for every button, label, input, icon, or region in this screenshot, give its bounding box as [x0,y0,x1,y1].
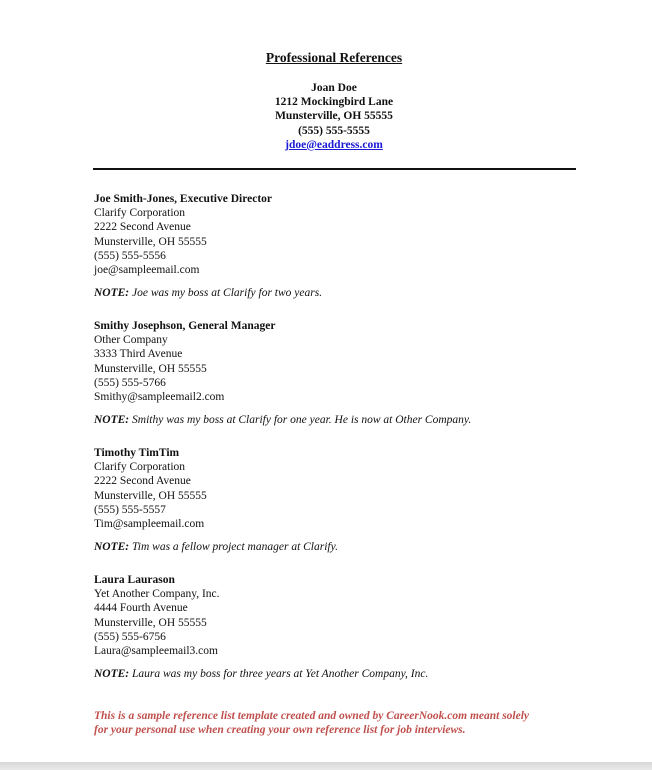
reference-email: Smithy@sampleemail2.com [94,391,225,404]
reference-company: Clarify Corporation [94,207,186,220]
note-label: NOTE: [94,287,130,300]
contact-block [0,81,652,152]
note-text: Joe was my boss at Clarify for two years. [129,287,323,300]
reference-note [94,286,594,300]
note-label: NOTE: [94,414,130,427]
header-divider [93,168,576,170]
reference-note [94,667,594,681]
contact-phone: (555) 555-5555 [298,124,370,137]
reference-street: 2222 Second Avenue [94,475,191,488]
reference-street: 2222 Second Avenue [94,221,191,234]
page-bottom-edge [0,762,652,770]
reference-street: 4444 Fourth Avenue [94,602,188,615]
contact-street: 1212 Mockingbird Lane [274,96,394,109]
reference-phone: (555) 555-5557 [94,503,166,516]
reference-city: Munsterville, OH 55555 [94,616,207,629]
reference-city: Munsterville, OH 55555 [94,489,207,502]
reference-note [94,413,594,427]
reference-name: Smithy Josephson, General Manager [94,320,276,332]
reference-entry-2 [94,319,594,427]
reference-note [94,540,594,554]
reference-phone: (555) 555-5766 [94,376,166,389]
reference-name: Joe Smith-Jones, Executive Director [94,193,272,205]
reference-email: Tim@sampleemail.com [94,518,205,531]
reference-company: Clarify Corporation [94,461,186,474]
disclaimer-line-2: for your personal use when creating your own reference list for job interviews. [94,724,466,737]
disclaimer-line-1: This is a sample reference list template created and owned by CareerNook.com meant solely [94,710,530,722]
reference-phone: (555) 555-6756 [94,630,166,643]
contact-name: Joan Doe [311,82,357,94]
reference-entry-1 [94,192,594,300]
reference-name: Timothy TimTim [94,447,180,459]
reference-company: Other Company [94,334,168,347]
reference-street: 3333 Third Avenue [94,348,183,361]
reference-name: Laura Laurason [94,574,175,586]
reference-email: Laura@sampleemail3.com [94,645,218,658]
reference-city: Munsterville, OH 55555 [94,362,207,375]
contact-email-link[interactable]: jdoe@eaddress.com [285,138,383,151]
reference-phone: (555) 555-5556 [94,249,166,262]
note-label: NOTE: [94,668,130,681]
reference-city: Munsterville, OH 55555 [94,235,207,248]
reference-entry-3 [94,446,594,554]
contact-city: Munsterville, OH 55555 [275,110,393,123]
note-label: NOTE: [94,541,130,554]
page-title: Professional References [265,50,403,65]
reference-company: Yet Another Company, Inc. [94,588,220,601]
reference-email: joe@sampleemail.com [94,264,200,277]
note-text: Tim was a fellow project manager at Clarify. [129,541,338,554]
note-text: Laura was my boss for three years at Yet Another Company, Inc. [129,668,429,681]
disclaimer-text [94,709,594,737]
reference-entry-4 [94,573,594,681]
note-text: Smithy was my boss at Clarify for one year. He is now at Other Company. [129,414,472,427]
